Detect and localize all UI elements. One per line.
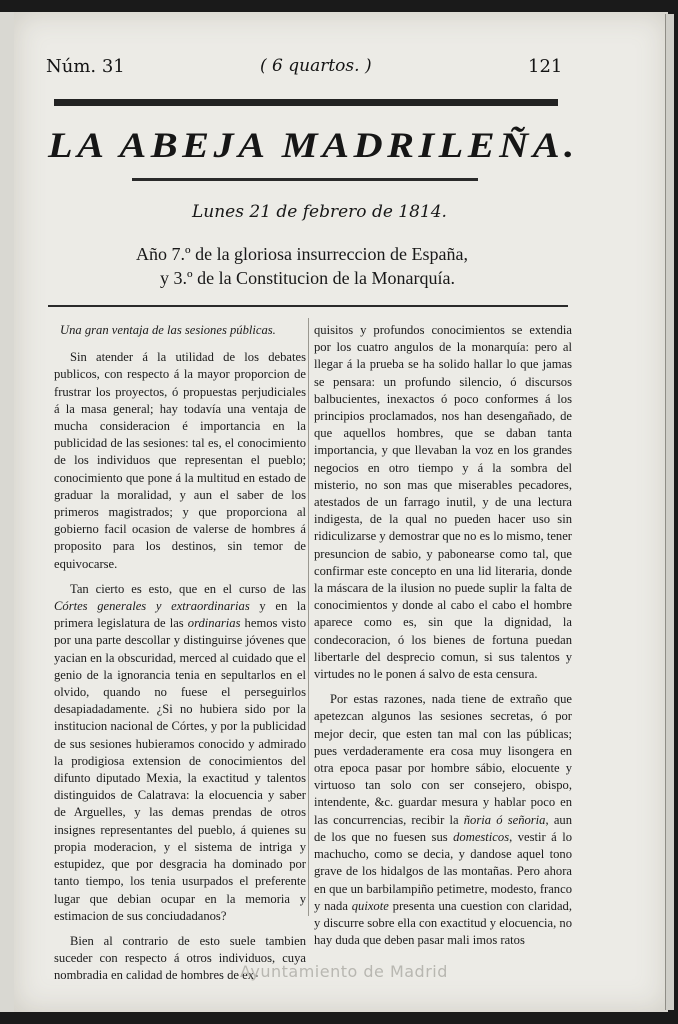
left-p2-italic-2: ordinarias [187, 616, 241, 631]
right-p2-text-b: , aun de los que no fuesen sus [314, 812, 572, 844]
era-line-2: y 3.º de la Constitucion de la Monarquía. [160, 268, 456, 288]
page-right-edge [665, 14, 674, 1010]
left-paragraph-2 [54, 581, 306, 925]
right-p2-text-c: , vestir á lo machucho, como se decia, y dandose aquel tono grave de los hidalgos de las montañas. Pero ahora en que un barbilampiño petimetre, modesto, franco y nada [314, 829, 573, 913]
right-p2-italic-3: quixote [351, 898, 389, 913]
left-paragraph-1: Sin atender á la utilidad de los debates publicos, con respecto á la mayor proporcion de frustrar los proyectos, ó propuestas perjudiciales á la masa general; hay todavía una ventaja de mucha consideracion é importancia en la publicidad de las sesiones: tal es, el conocimiento de los individuos que representan el pueblo; conocimiento que pone á la multitud en estado de graduar la moralidad, y aun el saber de los primeros magistrados; y que proporciona al gobierno facil ocasion de valerse de hombres á proposito para los destinos, sin temor de equivocarse. [54, 350, 306, 571]
article-column-left [54, 322, 306, 985]
article-subheading: Una gran ventaja de las sesiones públicas. [60, 323, 276, 337]
right-paragraph-2 [314, 691, 572, 949]
era-line-1: Año 7.º de la gloriosa insurreccion de España, [136, 244, 468, 264]
left-p2-text-b: y en la primera legislatura de las [54, 599, 306, 631]
issue-price: ( 6 quartos. ) [260, 56, 372, 76]
top-rule [54, 99, 558, 106]
issue-number: Núm. 31 [46, 56, 125, 77]
left-p2-italic-1: Córtes generales y extraordinarias [54, 599, 250, 614]
issue-date: Lunes 21 de febrero de 1814. [192, 202, 447, 222]
article-column-right [314, 322, 572, 949]
page-number: 121 [528, 56, 563, 77]
archive-watermark: Ayuntamiento de Madrid [240, 962, 448, 981]
right-p2-italic-1: ñoria ó señoria [463, 812, 546, 827]
masthead-title: LA ABEJA MADRILEÑA. [48, 125, 579, 165]
left-p2-text-c: hemos visto por una parte descollar y distinguirse jóvenes que yacian en la obscuridad, merced al cuidado que el genio de la ignorancia tenia en sepultarlos en el olvido, quando no fuese el perseguirlos desapiadadamente. ¿Si no hubiera sido por la institucion nacional de Córtes, y por la publicidad de sus sesiones hubieramos conocido y admirado la prodigiosa extension de conocimientos del difunto diputado Mexia, la exactitud y talentos distinguidos de Calatrava: la elocuencia y saber de Arguelles, y las demas prendas de otros insignes representantes del pueblo, á quienes su propia moderacion, y el sistema de intriga y estupidez, que por desgracia ha dominado por tanto tiempo, los tenia usurpados el preferente lugar que debian ocupar en la memoria y estimacion de sus conciudadanos? [54, 616, 306, 923]
right-p2-italic-2: domesticos [453, 829, 510, 844]
right-paragraph-1: quisitos y profundos conocimientos se extendia por los cuatro angulos de la monarquía: pero al llegar á la prueba se ha solido hallar lo que jamas se pensara: un profundo silencio, ó discursos balbucientes, inexactos ó poco conformes á los principios proclamados, nos han desengañado, de que aquellos hombres, que se daban tanta importancia, y que llevaban la voz en los grandes negocios en otro tiempo y á la sombra del misterio, no son mas que miserables pecadores, atestados de un farrago inutil, y de una lectura indigesta, de la qual no pueden hacer uso sin ridiculizarse y demostrar que no es lo mismo, tener presuncion de sabio, y pabonearse como tal, que confirmar este concepto en una lid literaria, donde la máscara de la ilusion no puede suplir la falta de conocimientos y donde al cabo el cabo el hombre aparece como es, sin que la dignidad, la condecoracion, ó los bienes de fortuna puedan libertarle del desprecio comun, si sus talentos y virtudes no le ponen á salvo de esta censura. [314, 323, 572, 682]
right-p2-text-a: Por estas razones, nada tiene de extraño que apetezcan algunos las sesiones secretas, ó por mejor decir, que esten tan mal con las públicas; pues verdaderamente era cosa muy lisongera en otra epoca pasar por hombre sábio, elocuente y virtuoso tan solo con ser consejero, obispo, intendente, &c. guardar mesura y hablar poco en las concurrencias, recibir la [314, 692, 572, 827]
header-divider-rule [48, 305, 568, 307]
masthead-rule [132, 178, 478, 181]
left-p2-text-a: Tan cierto es esto, que en el curso de las [70, 581, 306, 596]
right-p2-text-d: presenta una cuestion con claridad, y discurre sobre ella con exactitud y elocuencia, no hay duda que deben pasar mali imos ratos [314, 898, 572, 948]
column-divider [308, 318, 309, 916]
left-paragraph-3: Bien al contrario de esto suele tambien suceder con respecto á otros individuos, cuya nombradia en calidad de hombres de ex- [54, 933, 306, 983]
